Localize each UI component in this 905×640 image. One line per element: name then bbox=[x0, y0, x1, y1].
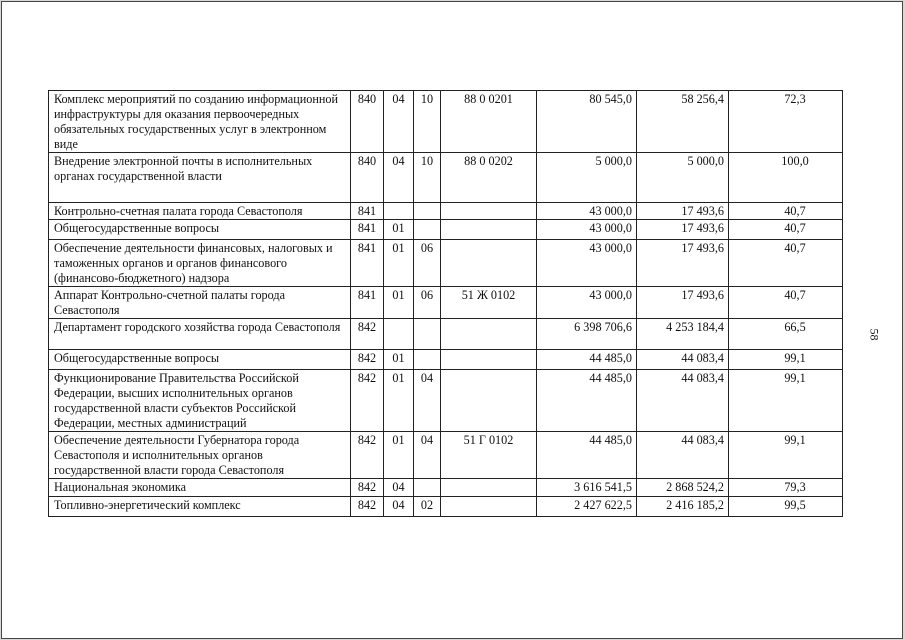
cell-section: 01 bbox=[384, 350, 414, 370]
cell-actual: 2 416 185,2 bbox=[637, 497, 729, 517]
table-row bbox=[49, 287, 843, 319]
cell-subsection: 04 bbox=[414, 432, 441, 479]
cell-subsection bbox=[414, 203, 441, 220]
cell-ved: 842 bbox=[351, 432, 384, 479]
cell-actual: 44 083,4 bbox=[637, 370, 729, 432]
cell-name: Топливно-энергетический комплекс bbox=[49, 497, 351, 517]
cell-subsection bbox=[414, 350, 441, 370]
cell-name: Аппарат Контрольно-счетной палаты города Севастополя bbox=[49, 287, 351, 319]
table-row bbox=[49, 203, 843, 220]
cell-subsection bbox=[414, 479, 441, 497]
cell-section bbox=[384, 203, 414, 220]
cell-actual: 44 083,4 bbox=[637, 350, 729, 370]
cell-plan: 43 000,0 bbox=[537, 220, 637, 240]
cell-percent: 99,5 bbox=[729, 497, 843, 517]
cell-target-item bbox=[441, 479, 537, 497]
cell-actual: 2 868 524,2 bbox=[637, 479, 729, 497]
cell-target-item bbox=[441, 370, 537, 432]
cell-ved: 841 bbox=[351, 203, 384, 220]
cell-subsection: 10 bbox=[414, 153, 441, 203]
table-row bbox=[49, 319, 843, 350]
cell-name: Обеспечение деятельности финансовых, налоговых и таможенных органов и органов финансового (финансово-бюджетного) надзора bbox=[49, 240, 351, 287]
cell-percent: 66,5 bbox=[729, 319, 843, 350]
cell-section: 01 bbox=[384, 287, 414, 319]
cell-actual: 5 000,0 bbox=[637, 153, 729, 203]
cell-actual: 17 493,6 bbox=[637, 203, 729, 220]
table-row bbox=[49, 479, 843, 497]
cell-target-item bbox=[441, 220, 537, 240]
cell-section: 04 bbox=[384, 479, 414, 497]
table-row bbox=[49, 370, 843, 432]
cell-plan: 43 000,0 bbox=[537, 203, 637, 220]
cell-percent: 100,0 bbox=[729, 153, 843, 203]
cell-section: 01 bbox=[384, 220, 414, 240]
cell-percent: 40,7 bbox=[729, 220, 843, 240]
cell-actual: 17 493,6 bbox=[637, 287, 729, 319]
cell-plan: 3 616 541,5 bbox=[537, 479, 637, 497]
cell-name: Общегосударственные вопросы bbox=[49, 350, 351, 370]
cell-plan: 6 398 706,6 bbox=[537, 319, 637, 350]
cell-subsection bbox=[414, 319, 441, 350]
cell-name: Функционирование Правительства Российской Федерации, высших исполнительных органов государственной власти субъектов Российской Федерации, местных администраций bbox=[49, 370, 351, 432]
cell-percent: 99,1 bbox=[729, 432, 843, 479]
cell-target-item: 51 Г 0102 bbox=[441, 432, 537, 479]
cell-percent: 40,7 bbox=[729, 287, 843, 319]
cell-section bbox=[384, 319, 414, 350]
cell-plan: 43 000,0 bbox=[537, 287, 637, 319]
cell-name: Комплекс мероприятий по созданию информационной инфраструктуры для оказания первоочередных обязательных государственных услуг в электронном виде bbox=[49, 91, 351, 153]
cell-plan: 44 485,0 bbox=[537, 432, 637, 479]
cell-section: 01 bbox=[384, 432, 414, 479]
table-row bbox=[49, 240, 843, 287]
cell-actual: 58 256,4 bbox=[637, 91, 729, 153]
cell-section: 04 bbox=[384, 153, 414, 203]
cell-subsection: 02 bbox=[414, 497, 441, 517]
cell-plan: 44 485,0 bbox=[537, 370, 637, 432]
cell-ved: 842 bbox=[351, 350, 384, 370]
cell-ved: 842 bbox=[351, 319, 384, 350]
cell-actual: 44 083,4 bbox=[637, 432, 729, 479]
table-row bbox=[49, 153, 843, 203]
cell-name: Национальная экономика bbox=[49, 479, 351, 497]
cell-actual: 4 253 184,4 bbox=[637, 319, 729, 350]
cell-target-item: 51 Ж 0102 bbox=[441, 287, 537, 319]
cell-subsection: 10 bbox=[414, 91, 441, 153]
cell-subsection: 06 bbox=[414, 240, 441, 287]
cell-percent: 72,3 bbox=[729, 91, 843, 153]
cell-ved: 841 bbox=[351, 220, 384, 240]
cell-plan: 80 545,0 bbox=[537, 91, 637, 153]
cell-target-item bbox=[441, 203, 537, 220]
cell-target-item: 88 0 0202 bbox=[441, 153, 537, 203]
cell-plan: 2 427 622,5 bbox=[537, 497, 637, 517]
cell-name: Департамент городского хозяйства города Севастополя bbox=[49, 319, 351, 350]
cell-section: 04 bbox=[384, 91, 414, 153]
budget-table bbox=[48, 90, 843, 517]
cell-target-item bbox=[441, 319, 537, 350]
cell-subsection bbox=[414, 220, 441, 240]
cell-ved: 842 bbox=[351, 370, 384, 432]
cell-ved: 842 bbox=[351, 479, 384, 497]
cell-percent: 99,1 bbox=[729, 370, 843, 432]
cell-target-item bbox=[441, 240, 537, 287]
cell-actual: 17 493,6 bbox=[637, 240, 729, 287]
cell-section: 01 bbox=[384, 370, 414, 432]
cell-subsection: 06 bbox=[414, 287, 441, 319]
document-page bbox=[1, 1, 903, 639]
cell-target-item bbox=[441, 350, 537, 370]
cell-target-item: 88 0 0201 bbox=[441, 91, 537, 153]
cell-plan: 5 000,0 bbox=[537, 153, 637, 203]
cell-plan: 43 000,0 bbox=[537, 240, 637, 287]
cell-target-item bbox=[441, 497, 537, 517]
table-row bbox=[49, 350, 843, 370]
table-body bbox=[49, 91, 843, 517]
cell-section: 04 bbox=[384, 497, 414, 517]
cell-section: 01 bbox=[384, 240, 414, 287]
cell-ved: 842 bbox=[351, 497, 384, 517]
page-number: 58 bbox=[867, 328, 882, 341]
cell-percent: 40,7 bbox=[729, 203, 843, 220]
cell-ved: 841 bbox=[351, 240, 384, 287]
table-row bbox=[49, 220, 843, 240]
table-row bbox=[49, 91, 843, 153]
table-row bbox=[49, 432, 843, 479]
cell-subsection: 04 bbox=[414, 370, 441, 432]
table-row bbox=[49, 497, 843, 517]
cell-name: Внедрение электронной почты в исполнительных органах государственной власти bbox=[49, 153, 351, 203]
cell-ved: 840 bbox=[351, 91, 384, 153]
cell-plan: 44 485,0 bbox=[537, 350, 637, 370]
cell-actual: 17 493,6 bbox=[637, 220, 729, 240]
cell-percent: 79,3 bbox=[729, 479, 843, 497]
cell-name: Контрольно-счетная палата города Севастополя bbox=[49, 203, 351, 220]
cell-percent: 99,1 bbox=[729, 350, 843, 370]
cell-name: Обеспечение деятельности Губернатора города Севастополя и исполнительных органов государственной власти города Севастополя bbox=[49, 432, 351, 479]
cell-name: Общегосударственные вопросы bbox=[49, 220, 351, 240]
cell-ved: 841 bbox=[351, 287, 384, 319]
cell-ved: 840 bbox=[351, 153, 384, 203]
cell-percent: 40,7 bbox=[729, 240, 843, 287]
